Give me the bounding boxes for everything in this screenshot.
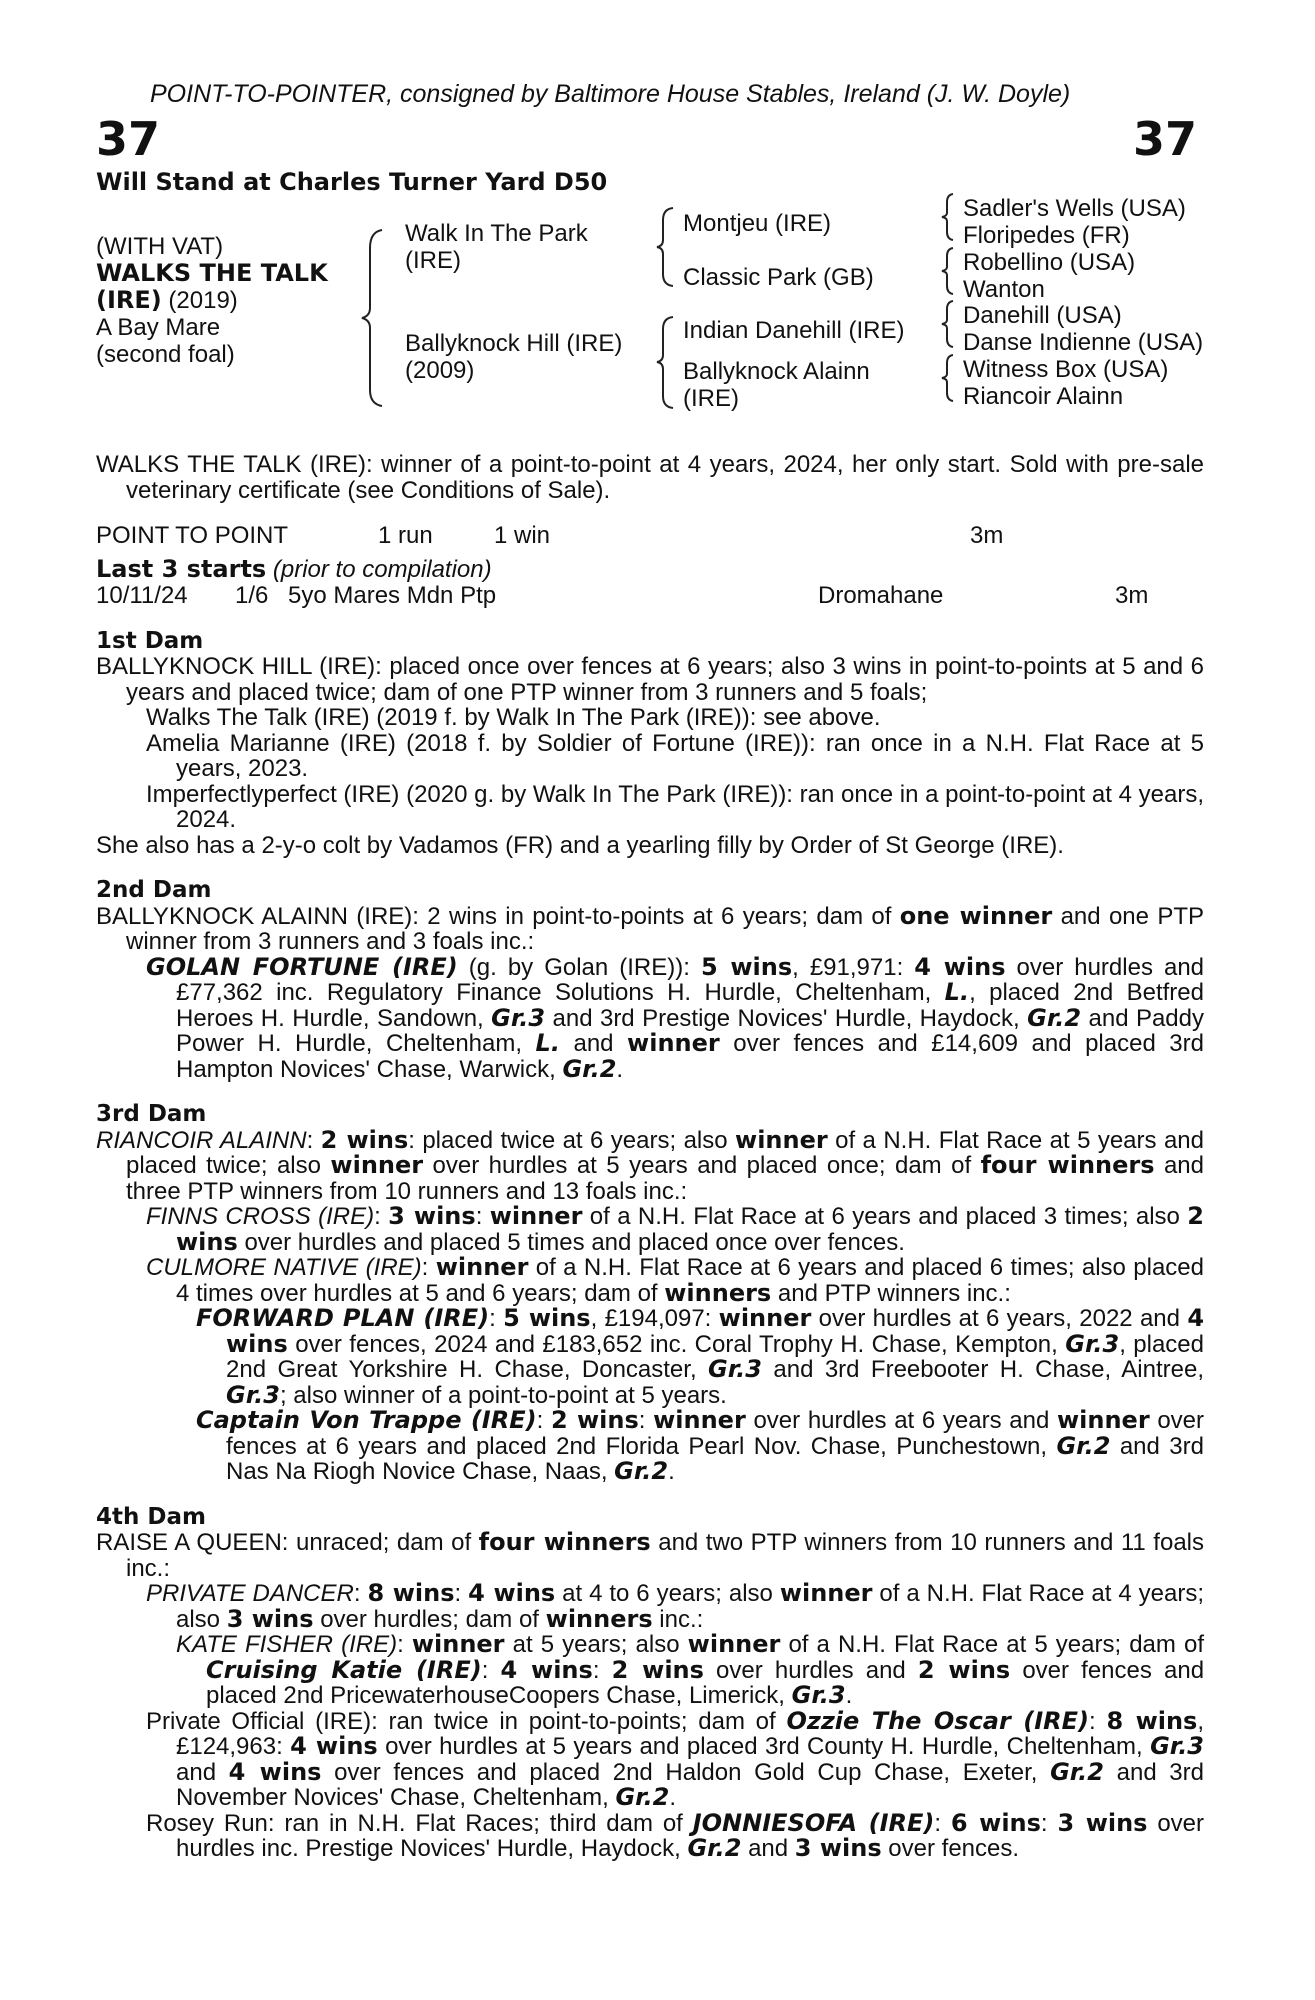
lot-number-right: 37 <box>1132 112 1197 166</box>
dam-year: (2009) <box>405 357 475 384</box>
horse-year: (2019) <box>168 287 238 314</box>
horse-name: WALKS THE TALK <box>96 259 328 287</box>
horse-summary: WALKS THE TALK (IRE): winner of a point-to-point at 4 years, 2024, her only start. Sold with pre-sale veterinary certificate (see Conditions of Sale). <box>96 451 1204 504</box>
dam1-heading: 1st Dam <box>96 627 204 654</box>
dam1-produce-3: Imperfectlyperfect (IRE) (2020 g. by Walk In The Park (IRE)): ran once in a point-to-point at 4 years, 2024. <box>146 780 1204 833</box>
pedigree-brace-main <box>360 228 390 408</box>
pedigree-brace-dd <box>940 353 956 403</box>
pedigree-ddd: Riancoir Alainn <box>963 383 1124 410</box>
dam3-heading: 3rd Dam <box>96 1101 207 1127</box>
dam-dam-name: Ballyknock Alainn <box>683 358 870 385</box>
record-label: POINT TO POINT <box>96 522 289 549</box>
record-distance: 3m <box>970 522 1004 549</box>
vat-note: (WITH VAT) <box>96 233 224 260</box>
last-starts-heading: Last 3 starts (prior to compilation) <box>96 555 492 583</box>
record-runs: 1 run <box>378 522 433 549</box>
horse-identity <box>96 233 396 368</box>
dam1-produce-2: Amelia Marianne (IRE) (2018 f. by Soldier of Fortune (IRE)): ran once in a N.H. Flat Race at 5 years, 2023. <box>146 729 1204 782</box>
dam4-grandproduce-kate-fisher: KATE FISHER (IRE): winner at 5 years; also winner of a N.H. Flat Race at 5 years; dam of Cruising Katie (IRE): 4 wins: 2 wins over hurdles and 2 wins over fences and placed 2nd PricewaterhouseCoopers Chase, Limerick, Gr.3. <box>176 1630 1205 1709</box>
dam4-produce-private-official: Private Official (IRE): ran twice in point-to-points; dam of Ozzie The Oscar (IRE): 8 wins, £124,963: 4 wins over hurdles at 5 years and placed 3rd County H. Hurdle, Cheltenham, Gr.3 and 4 wins over fences and placed 2nd Haldon Gold Cup Chase, Exeter, Gr.2 and 3rd November Novices' Chase, Cheltenham, Gr.2. <box>146 1706 1205 1811</box>
pedigree-dss: Danehill (USA) <box>963 302 1122 329</box>
pedigree-sire-dam: Classic Park (GB) <box>683 264 874 291</box>
dam1-produce-1: Walks The Talk (IRE) (2019 f. by Walk In The Park (IRE)): see above. <box>146 704 881 731</box>
pedigree-dds: Witness Box (USA) <box>963 356 1169 383</box>
dam4-produce-rosey-run: Rosey Run: ran in N.H. Flat Races; third dam of JONNIESOFA (IRE): 6 wins: 3 wins over hurdles inc. Prestige Novices' Hurdle, Haydock, Gr.2 and 3 wins over fences. <box>146 1808 1205 1862</box>
pedigree-sire <box>405 220 588 274</box>
record-wins: 1 win <box>494 522 551 549</box>
dam3-text: RIANCOIR ALAINN: 2 wins: placed twice at 6 years; also winner of a N.H. Flat Race at 5 years and placed twice; also winner over hurdles at 5 years and placed once; dam of four winners and three PTP winners from 10 runners and 13 foals inc.: <box>96 1125 1204 1205</box>
stable-location: Will Stand at Charles Turner Yard D50 <box>96 168 608 196</box>
pedigree-brace-sire <box>655 206 677 288</box>
dam1-note: She also has a 2-y-o colt by Vadamos (FR) and a yearling filly by Order of St George (IRE). <box>96 831 1064 859</box>
foal-note: (second foal) <box>96 341 235 368</box>
lot-number-left: 37 <box>96 112 161 166</box>
sire-country: (IRE) <box>405 247 461 274</box>
pedigree-ssd: Floripedes (FR) <box>963 222 1130 249</box>
dam3-produce-finns-cross: FINNS CROSS (IRE): 3 wins: winner of a N.H. Flat Race at 6 years and placed 3 times; also 2 wins over hurdles and placed 5 times and placed once over fences. <box>146 1202 1204 1256</box>
consignment-line: POINT-TO-POINTER, consigned by Baltimore House Stables, Ireland (J. W. Doyle) <box>150 80 1071 108</box>
dam4-heading: 4th Dam <box>96 1503 206 1530</box>
start-distance: 3m <box>1115 581 1149 609</box>
pedigree-dam <box>405 330 622 384</box>
pedigree-dam-dam <box>683 358 870 412</box>
pedigree-sdd: Wanton <box>963 276 1045 303</box>
sire-name: Walk In The Park <box>405 220 588 247</box>
start-race: 5yo Mares Mdn Ptp <box>288 581 497 609</box>
dam3-grandproduce-captain-von-trappe: Captain Von Trappe (IRE): 2 wins: winner over hurdles at 6 years and winner over fences at 6 years and placed 2nd Florida Pearl Nov. Chase, Punchestown, Gr.2 and 3rd Nas Na Riogh Novice Chase, Naas, Gr.2. <box>196 1406 1205 1485</box>
pedigree-brace-sd <box>940 246 956 296</box>
dam2-produce-golan-fortune: GOLAN FORTUNE (IRE) (g. by Golan (IRE)): 5 wins, £91,971: 4 wins over hurdles and £77,362 inc. Regulatory Finance Solutions H. Hurdle, Cheltenham, L., placed 2nd Betfred Heroes H. Hurdle, Sandown, Gr.3 and 3rd Prestige Novices' Hurdle, Haydock, Gr.2 and Paddy Power H. Hurdle, Cheltenham, L. and winner over fences and £14,609 and placed 3rd Hampton Novices' Chase, Warwick, Gr.2. <box>146 952 1205 1083</box>
pedigree-dsd: Danse Indienne (USA) <box>963 329 1204 356</box>
catalogue-body <box>96 452 1204 1862</box>
pedigree-brace-ss <box>940 192 956 242</box>
dam4-produce-private-dancer: PRIVATE DANCER: 8 wins: 4 wins at 4 to 6 years; also winner of a N.H. Flat Race at 4 years; also 3 wins over hurdles; dam of winners inc.: <box>146 1579 1204 1633</box>
pedigree-sire-sire: Montjeu (IRE) <box>683 210 832 237</box>
pedigree-sds: Robellino (USA) <box>963 249 1136 276</box>
pedigree-brace-dam <box>655 315 677 410</box>
start-date: 10/11/24 <box>96 581 188 609</box>
pedigree-brace-ds <box>940 299 956 349</box>
dam4-text: RAISE A QUEEN: unraced; dam of four winners and two PTP winners from 10 runners and 11 foals inc.: <box>96 1528 1205 1582</box>
dam3-produce-culmore-native: CULMORE NATIVE (IRE): winner of a N.H. Flat Race at 6 years and placed 6 times; also placed 4 times over hurdles at 5 and 6 years; dam of winners and PTP winners inc.: <box>146 1253 1204 1307</box>
last-start-row <box>96 583 1204 609</box>
dam-name: Ballyknock Hill (IRE) <box>405 330 623 357</box>
pedigree-dam-sire: Indian Danehill (IRE) <box>683 317 905 344</box>
start-position: 1/6 <box>235 581 269 609</box>
dam3-grandproduce-forward-plan: FORWARD PLAN (IRE): 5 wins, £194,097: winner over hurdles at 6 years, 2022 and 4 wins over fences, 2024 and £183,652 inc. Coral Trophy H. Chase, Kempton, Gr.3, placed 2nd Great Yorkshire H. Chase, Doncaster, Gr.3 and 3rd Freebooter H. Chase, Aintree, Gr.3; also winner of a point-to-point at 5 years. <box>196 1304 1205 1409</box>
pedigree-sss: Sadler's Wells (USA) <box>963 195 1186 222</box>
dam2-heading: 2nd Dam <box>96 877 212 903</box>
horse-description: A Bay Mare <box>96 314 221 341</box>
dam-dam-country: (IRE) <box>683 385 739 412</box>
dam1-text: BALLYKNOCK HILL (IRE): placed once over fences at 6 years; also 3 wins in point-to-points at 5 and 6 years and placed twice; dam of one PTP winner from 3 runners and 5 foals; <box>96 653 1204 706</box>
dam2-text: BALLYKNOCK ALAINN (IRE): 2 wins in point-to-points at 6 years; dam of one winner and one PTP winner from 3 runners and 3 foals inc.: <box>96 901 1204 955</box>
start-course: Dromahane <box>818 581 944 609</box>
horse-country: (IRE) <box>96 286 162 314</box>
race-record-row <box>96 523 1204 549</box>
